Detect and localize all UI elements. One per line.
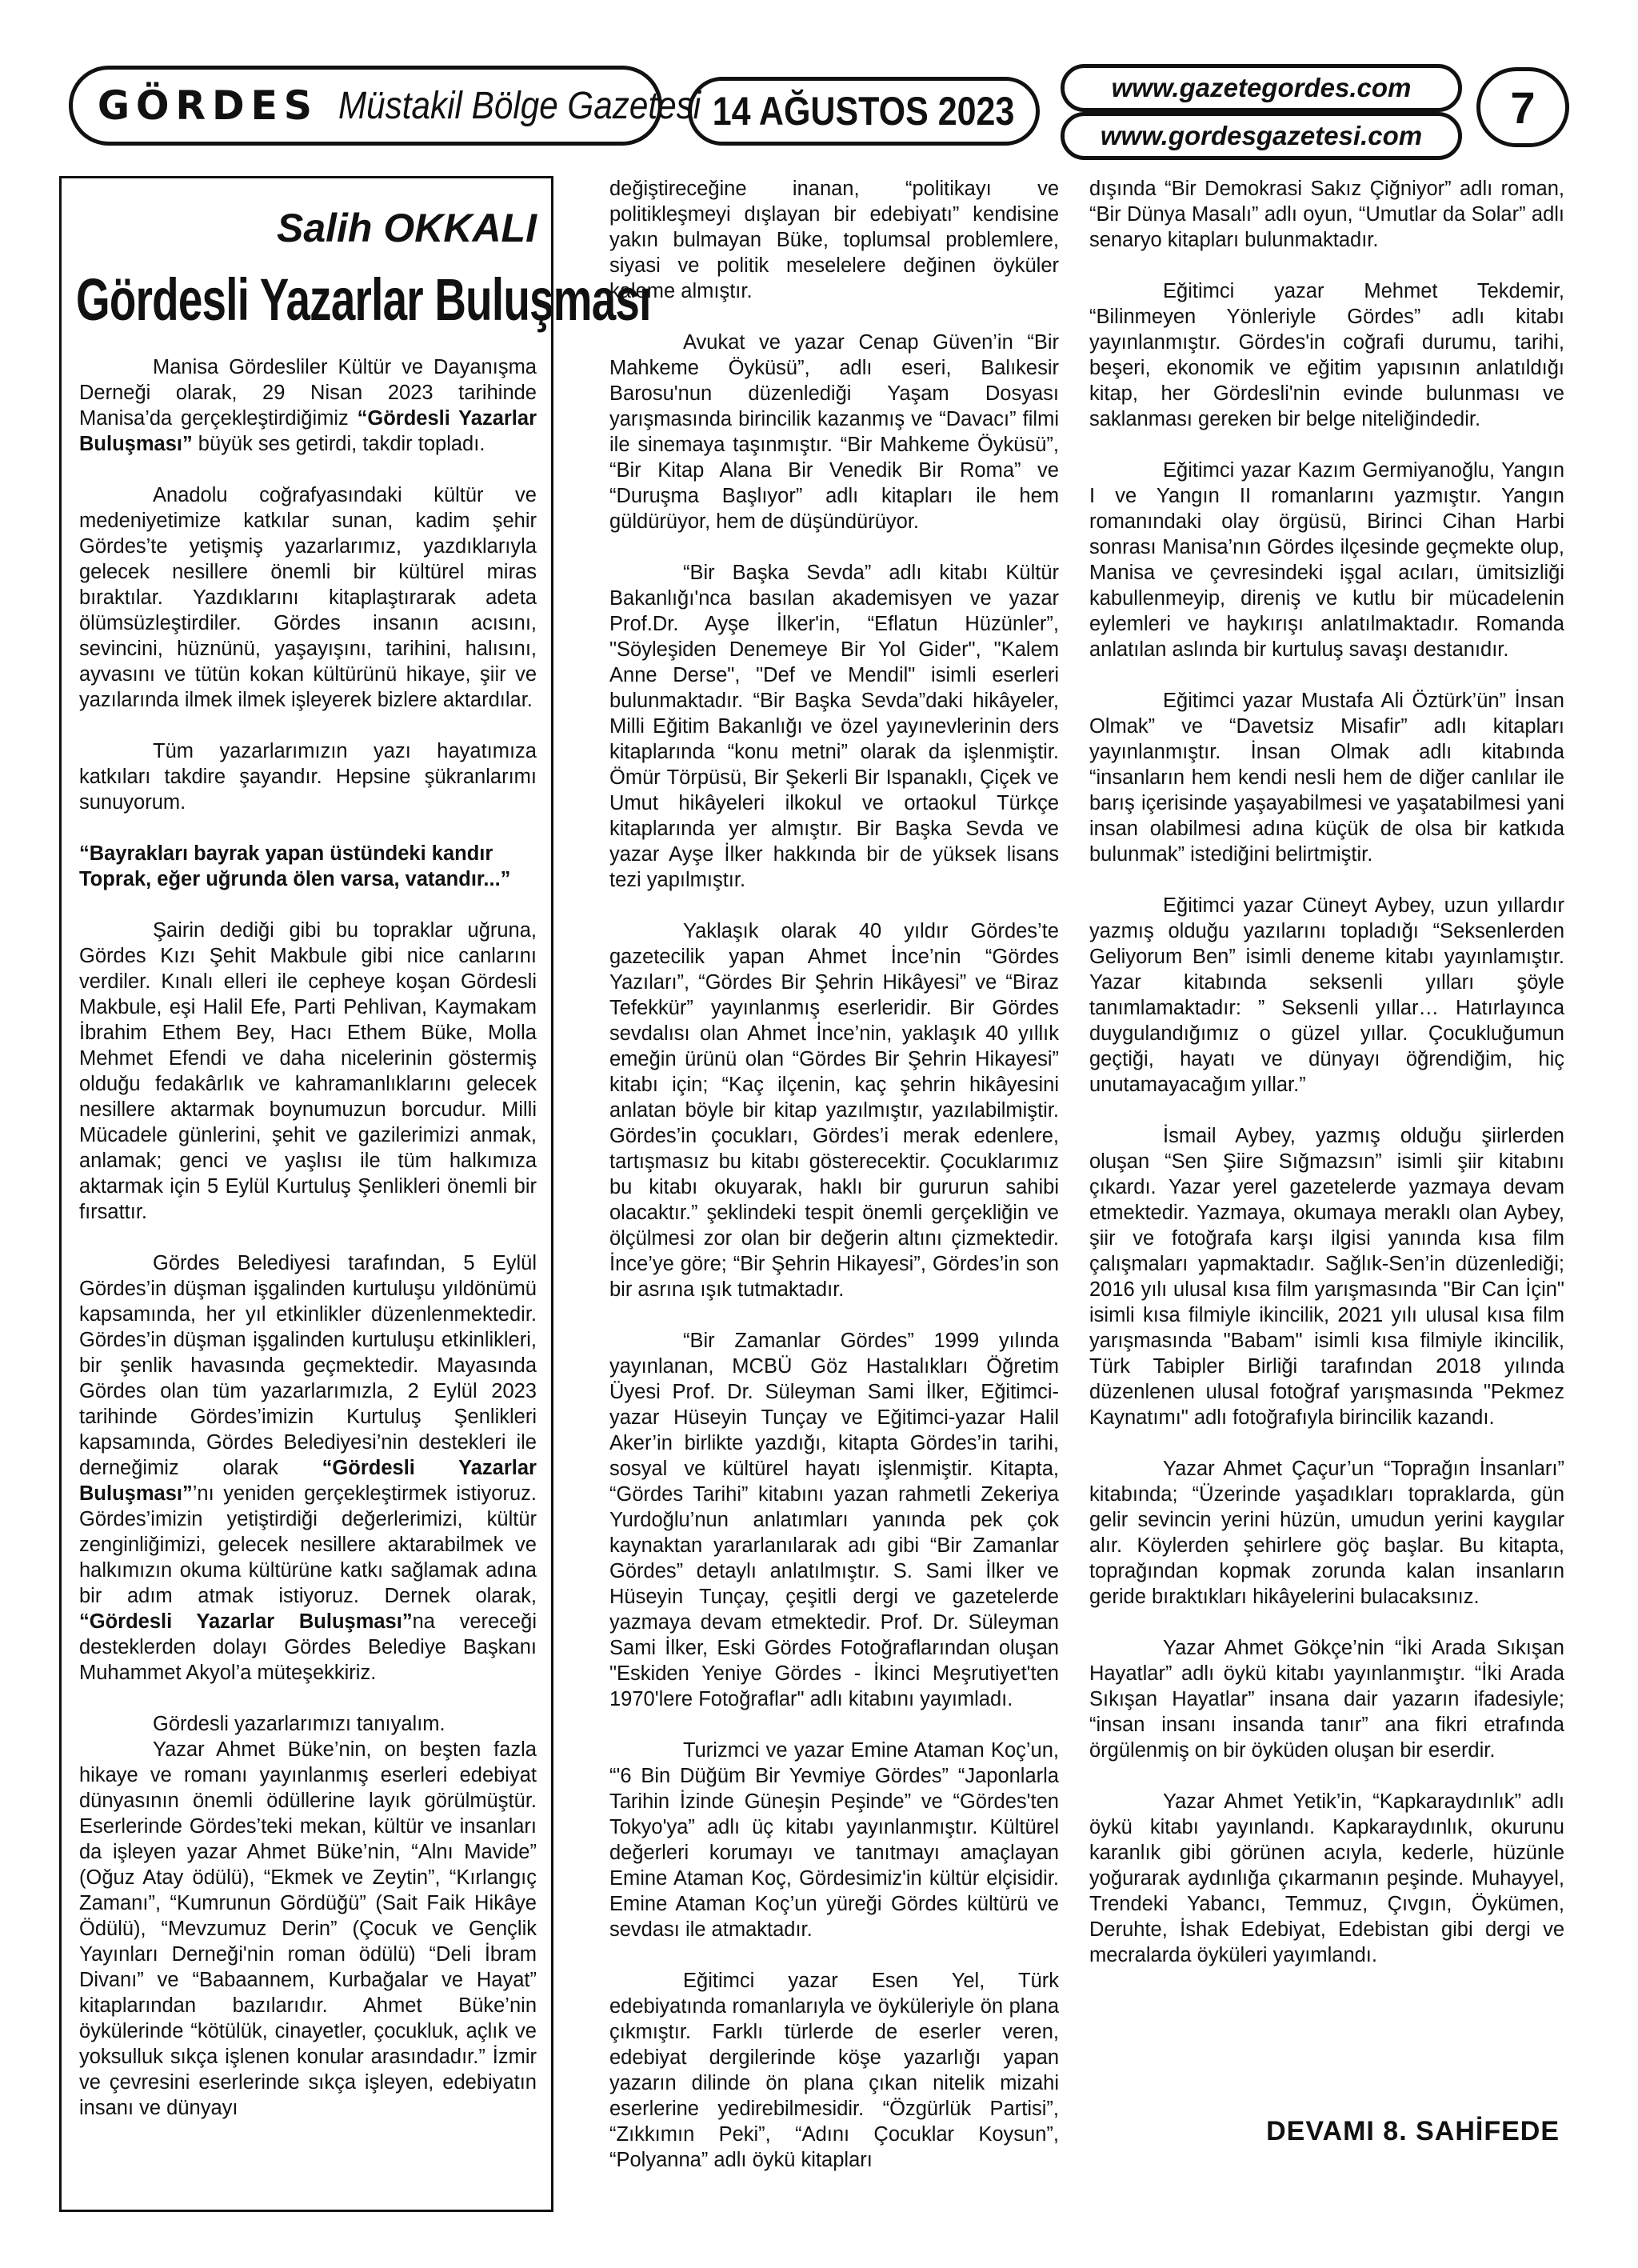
paragraph: Avukat ve yazar Cenap Güven’in “Bir Mahkeme Öyküsü”, adlı eseri, Balıkesir Barosu'nun düzenlediği Yaşam Dosyası yarışmasında birincilik kazanmış ve “Davacı” filmi ile sinemaya taşınmıştır. “Bir Mahkeme Öyküsü”, “Bir Kitap Alana Bir Venedik Bir Roma” ve “Duruşma Başlıyor” adlı kitapları ile hem güldürüyor, hem de düşündürüyor. <box>609 331 1059 533</box>
page-number: 7 <box>1476 67 1569 147</box>
paragraph: Tüm yazarlarımızın yazı hayatımıza katkıları takdire şayandır. Hepsine şükranlarımı sunuyorum. <box>79 740 537 814</box>
paragraph-text: büyük ses getirdi, takdir topladı. <box>192 433 485 455</box>
paragraph: Eğitimci yazar Mehmet Tekdemir, “Bilinmeyen Yönleriyle Gördes” adlı kitabı yayınlanmıştır. Gördes'in coğrafi durumu, tarihi, beşeri, ekonomik ve eğitim yapısının anlatıldığı kitap, her Gördesli'nin evinde bulunması ve saklanması gereken bir belge niteliğindedir. <box>1089 280 1564 430</box>
newspaper-subtitle: Müstakil Bölge Gazetesi <box>338 84 701 127</box>
paragraph: Turizmci ve yazar Emine Ataman Koç’un, “'6 Bin Düğüm Bir Yevmiye Gördes” “Japonlarla Tarihin İzinde Güneşin Peşinde” ve “Gördes'ten Tokyo'ya” adlı üç kitabı yayınlanmıştır. Kültürel değerleri korumayı ve tanıtmayı amaçlayan Emine Ataman Koç, Gördesimiz'in kültür elçisidir. Emine Ataman Koç’un yüreği Gördes kültürü ve sevdası ile atmaktadır. <box>609 1739 1059 1941</box>
paragraph: Gördesli yazarlarımızı tanıyalım. <box>153 1713 445 1735</box>
paragraph: “Bir Başka Sevda” adlı kitabı Kültür Bakanlığı'nca basılan akademisyen ve yazar Prof.Dr. Ayşe İlker'in, “Eflatun Hüzünler”, "Söyleşiden Denemeye Bir Yol Gider", "Kalem Anne Derse", "Def ve Mendil" isimli eserleri bulunmaktadır. “Bir Başka Sevda”daki hikâyeler, Milli Eğitim Bakanlığı ve özel yayınevlerinin ders kitaplarında “konu metni” olarak da işlenmiştir. Ömür Törpüsü, Bir Şekerli Bir Ispanaklı, Çiçek ve Umut hikâyeleri ilkokul ve ortaokul Türkçe kitaplarında yer almıştır. Bir Başka Sevda ve yazar Ayşe İlker hakkında bir de yüksek lisans tezi yapılmıştır. <box>609 562 1059 891</box>
paragraph: İsmail Aybey, yazmış olduğu şiirlerden oluşan “Sen Şiire Sığmazsın” isimli şiir kitabını çıkardı. Yazar yerel gazetelerde yazmaya devam etmektedir. Yazmaya, okumaya meraklı olan Aybey, şiir ve fotoğrafa karşı ilgisi yanında kısa film çalışmaları yapmaktadır. Sağlık-Sen’in düzenlediği; 2016 yılı ulusal kısa film yarışmasında "Bir Can İçin" isimli kısa filmiyle ikincilik, 2021 yılı ulusal kısa film yarışmasında "Babam" isimli kısa filmiyle ikincilik, Türk Tabipler Birliği tarafından 2018 yılında düzenlenen ulusal fotoğraf yarışmasında "Pekmez Kaynatımı" adlı fotoğrafıyla birincilik kazandı. <box>1089 1125 1564 1429</box>
paragraph: Yazar Ahmet Gökçe’nin “İki Arada Sıkışan Hayatlar” adlı öykü kitabı yayınlanmıştır. “İki Arada Sıkışan Hayatlar” insana dair yazarın ifadesiyle; “insan insanı insanda tanır” ana fikri etrafında örgülenmiş on bir öyküden oluşan bir eserdir. <box>1089 1637 1564 1762</box>
paragraph: Eğitimci yazar Kazım Germiyanoğlu, Yangın I ve Yangın II romanlarını yazmıştır. Yangın romanındaki olay örgüsü, Birinci Cihan Harbi sonrası Manisa’nın Gördes ilçesinde geçmekte olup, Manisa ve çevresindeki işgal acıları, ümitsizliği kabullenmeyip, direniş ve kutlu bir mücadelenin eylemleri ve haykırışı anlatılmaktadır. Romanda anlatılan aslında bir kurtuluş savaşı destanıdır. <box>1089 459 1564 661</box>
article-headline: Gördesli Yazarlar Buluşması <box>76 266 651 333</box>
paragraph: Yazar Ahmet Yetik’in, “Kapkaraydınlık” adlı öykü kitabı yayınlandı. Kapkaraydınlık, okurunu karanlık gibi görünen acıyla, kederle, hüzünle yoğurarak aydınlığa çıkarmanın peşinde. Muhayyel, Trendeki Yabancı, Temmuz, Çıvgın, Öykümen, Deruhte, İshak Edebiyat, Edebistan gibi dergi ve mecralarda öyküleri yayımlandı. <box>1089 1790 1564 1966</box>
website-link-2[interactable]: www.gordesgazetesi.com <box>1061 112 1462 160</box>
masthead-title-box <box>69 66 701 146</box>
article-column-3 <box>1089 176 1564 1994</box>
paragraph: Eğitimci yazar Cüneyt Aybey, uzun yıllardır yazmış olduğu yazılarını topladığı “Seksenlerden Geliyorum Ben” isimli deneme kitabı yayınlamıştır. Yazar kitabında seksenli yılları şöyle tanımlamaktadır: ” Seksenli yıllar… Hatırlayınca duygulandığımız o güzel yıllar. Çocukluğumun geçtiği, hayatı ve dünyayı öğrendiğim, hiç unutamayacağım yıllar.” <box>1089 894 1564 1096</box>
paragraph: dışında “Bir Demokrasi Sakız Çiğniyor” adlı roman, “Bir Dünya Masalı” adlı oyun, “Umutlar da Solar” adlı senaryo kitapları bulunmaktadır. <box>1089 178 1564 251</box>
paragraph: Eğitimci yazar Esen Yel, Türk edebiyatında romanlarıyla ve öyküleriyle ön plana çıkmıştır. Farklı türlerde de eserler veren, edebiyat dergilerinde köşe yazarlığı yapan yazarın dilinde ön plana çıkan nitelik mizahi eserlerine yedirebilmesidir. “Özgürlük Partisi”, “Zıkkımın Peki”, “Adını Çocuklar Koysun”, “Polyanna” adlı öykü kitapları <box>609 1970 1059 2171</box>
paragraph: Eğitimci yazar Mustafa Ali Öztürk’ün” İnsan Olmak” ve “Davetsiz Misafir” adlı kitapları yayınlanmıştır. İnsan Olmak adlı kitabında “insanların hem kendi nesli hem de diğer canlılar ile barış içerisinde yaşayabilmesi ve yaşatabilmesi yani insan olabilmesi adına küçük de olsa bir katkıda bulunmak” istediğini belirtmiştir. <box>1089 690 1564 866</box>
paragraph: Yazar Ahmet Büke’nin, on beşten fazla hikaye ve romanı yayınlanmış eserleri edebiyat dünyasının önemli ödüllerine layık görülmüştür. Eserlerinde Gördes’teki mekan, kültür ve insanları da işleyen yazar Ahmet Büke’nin, “Alnı Mavide” (Oğuz Atay ödülü), “Ekmek ve Zeytin”, “Kırlangıç Zamanı”, “Kumrunun Gördüğü” (Sait Faik Hikâye Ödülü), “Mevzumuz Derin” (Çocuk ve Gençlik Yayınları Derneği'nin roman ödülü) “Deli İbram Divanı” ve “Babaannem, Kurbağalar ve Hayat” kitaplarından bazılarıdır. Ahmet Büke’nin öykülerinde “kötülük, cinayetler, çocukluk, açlık ve yoksulluk sıkça işlenen konular arasındadır.” İzmir ve çevresini eserlerinde sıkça işleyen, edebiyatın insanı ve dünyayı <box>79 1738 537 2119</box>
paragraph <box>79 1250 537 1686</box>
event-name-bold: “Gördesli Yazarlar Buluşması” <box>79 407 537 455</box>
poem-line-2: Toprak, eğer uğrunda ölen varsa, vatandır...” <box>79 868 511 890</box>
event-name-bold: “Gördesli Yazarlar Buluşması” <box>79 1457 537 1505</box>
paragraph: Yazar Ahmet Çaçur’un “Toprağın İnsanları” kitabında; “Üzerinde yaşadıkları topraklarda, gün gelir sevincin yerini hüzün, umudun yerini kaygılar alır. Köylerden şehirlere göç başlar. Bu kitapta, toprağından kopmak zorunda kalan insanların geride bıraktıkları hikâyelerini bulacaksınız. <box>1089 1458 1564 1608</box>
paragraph: Şairin dediği gibi bu topraklar uğruna, Gördes Kızı Şehit Makbule gibi nice canlarını verdiler. Kınalı elleri ile cepheye koşan Gördesli Makbule, eşi Halil Efe, Parti Pehlivan, Kaymakam İbrahim Ethem Bey, Hacı Ethem Büke, Molla Mehmet Efendi ve daha nicelerinin göstermiş olduğu fedakârlık ve kahramanlıklarını gelecek nesillere aktarmak boynumuzun borcudur. Milli Mücadele günlerini, şehit ve gazilerimizi anmak, anlamak; genci ve yaşlısı ile tüm halkımıza aktarmak için 5 Eylül Kurtuluş Şenlikleri önemli bir fırsattır. <box>79 919 537 1223</box>
paragraph-text: Gördes Belediyesi tarafından, 5 Eylül Gördes’in düşman işgalinden kurtuluşu yıldönümü kapsamında, her yıl etkinlikler düzenlenmektedir. Gördes’in düşman işgalinden kurtuluşu etkinlikleri, bir şenlik havasında geçmektedir. Mayasında Gördes olan tüm yazarlarımızla, 2 Eylül 2023 tarihinde Gördes’imizin Kurtuluş Şenlikleri kapsamında, Gördes Belediyesi’nin destekleri ile derneğimiz olarak <box>79 1252 537 1479</box>
article-author: Salih OKKALI <box>276 206 537 250</box>
paragraph-text: Manisa Gördesliler Kültür ve Dayanışma Derneği olarak, 29 Nisan 2023 tarihinde Manisa’da gerçekleştirdiğimiz <box>79 356 537 430</box>
paragraph: “Bir Zamanlar Gördes” 1999 yılında yayınlanan, MCBÜ Göz Hastalıkları Öğretim Üyesi Prof. Dr. Süleyman Sami İlker, Eğitimci-yazar Hüseyin Tunçay ve Eğitimci-yazar Halil Aker’in birlikte yazdığı, kitapta Gördes’in tarihi, sosyal ve kültürel hayatı işlenmiştir. Kitapta, “Gördes Tarihi” kitabını yazan rahmetli Zekeriya Yurdoğlu’nun anlatımları yanında pek çok kaynaktan yararlanılarak adı gibi “Bir Zamanlar Gördes” detaylı anlatılmıştır. S. Sami İlker ve Hüseyin Tunçay, çeşitli dergi ve gazetelerde yazmaya devam etmektedir. Prof. Dr. Süleyman Sami İlker, Eski Gördes Fotoğraflarından oluşan "Eskiden Yeniye Gördes - İkinci Meşrutiyet'ten 1970'lere Fotoğraflar" adlı kitabını yayımladı. <box>609 1330 1059 1710</box>
issue-date: 14 AĞUSTOS 2023 <box>713 89 1015 134</box>
paragraph-text: na vereceği desteklerden dolayı Gördes Belediye Başkanı Muhammet Akyol’a müteşekkiriz. <box>79 1610 537 1684</box>
issue-date-box <box>688 77 1040 146</box>
paragraph <box>79 354 537 457</box>
article-column-2 <box>609 176 1059 2198</box>
newspaper-name: GÖRDES <box>97 82 318 129</box>
continued-on-page-8: DEVAMI 8. SAHİFEDE <box>1266 2116 1560 2146</box>
paragraph-text: ’nı yeniden gerçekleştirmek istiyoruz. Gördes’imizin yetiştirdiği değerlerimizi, kültür zenginliğimizi, gelecek nesillere aktarabilmek ve halkımızın okuma kültürüne katkı sağlamak adına bir adım atmak istiyoruz. Dernek olarak, <box>79 1482 537 1607</box>
article-column-1 <box>59 176 651 2212</box>
event-name-bold: “Gördesli Yazarlar Buluşması” <box>79 1610 413 1633</box>
paragraph: Anadolu coğrafyasındaki kültür ve medeniyetimize katkılar sunan, kadim şehir Gördes’te yetişmiş yazarlarımız, yazdıklarıyla gelecek nesillere önemli bir kültürel miras bıraktılar. Yazdıklarını kitaplaştırarak adeta ölümsüzleştirdiler. Gördes insanın acısını, sevincini, hüznünü, yaşayışını, tarihini, halısını, ayvasını ve tütün kokan kültürünü hikaye, şiir ve yazılarında ilmek ilmek işleyerek bizlere aktardılar. <box>79 484 537 711</box>
poem-line-1: “Bayrakları bayrak yapan üstündeki kandır <box>79 842 493 865</box>
website-link-1[interactable]: www.gazetegordes.com <box>1061 64 1462 112</box>
paragraph: değiştireceğine inanan, “politikayı ve politikleşmeyi dışlayan bir edebiyatı” kendisine yakın bulmayan Büke, toplumsal problemlere, siyasi ve politik meselelere değinen öyküler kaleme almıştır. <box>609 178 1059 302</box>
paragraph: Yaklaşık olarak 40 yıldır Gördes’te gazetecilik yapan Ahmet İnce’nin “Gördes Yazıları”, “Gördes Bir Şehrin Hikâyesi” ve “Biraz Tefekkür” yayınlanmış eserleridir. Bir Gördes sevdalısı olan Ahmet İnce’nin, yaklaşık 40 yıllık emeğin ürünü olan “Gördes Bir Şehrin Hikayesi” kitabı için; “Kaç ilçenin, kaç şehrin hikâyesini anlatan böyle bir kitap yazılmıştır, yazılabilmiştir. Gördes’in çocukları, Gördes’i merak edenlere, tartışmasız bu kitabı gösterecektir. Çocuklarımız bu kitabı okuyarak, haklı bir gururun sahibi olacaktır.” şeklindeki tespit önemli gerçekliğin ve ölçülmesi zor olan bir değerin altını çizmektedir. İnce’ye göre; “Bir Şehrin Hikayesi”, Gördes’in son bir asrına ışık tutmaktadır. <box>609 920 1059 1301</box>
